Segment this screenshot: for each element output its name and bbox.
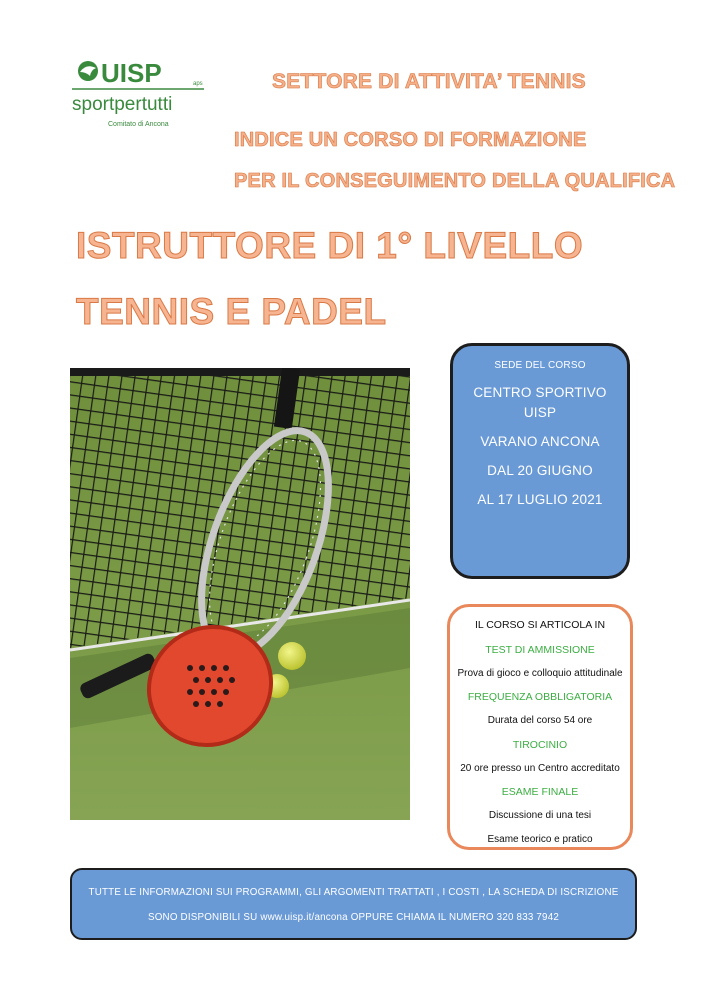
- course-item-desc: Discussione di una tesi: [488, 810, 592, 821]
- course-item-desc: Esame teorico e pratico: [487, 834, 593, 845]
- course-item-title: TEST DI AMMISSIONE: [485, 644, 595, 656]
- tennis-ball-1: [278, 642, 306, 670]
- tennis-padel-photo: [70, 368, 410, 820]
- venue-line: VARANO ANCONA: [480, 434, 600, 449]
- footer-line-2: SONO DISPONIBILI SU www.uisp.it/ancona OPPURE CHIAMA IL NUMERO 320 833 7942: [147, 912, 560, 923]
- venue-dates-line: DAL 20 GIUGNO: [487, 463, 593, 478]
- header-line-3: PER IL CONSEGUIMENTO DELLA QUALIFICA: [234, 170, 676, 192]
- uisp-logo-graphic: [70, 58, 210, 138]
- uisp-logo: [70, 58, 210, 138]
- title-line-2: TENNIS E PADEL: [76, 291, 387, 332]
- course-item-title: ESAME FINALE: [501, 786, 579, 798]
- venue-line: UISP: [523, 405, 557, 420]
- footer-line-1: TUTTE LE INFORMAZIONI SUI PROGRAMMI, GLI ARGOMENTI TRATTATI , I COSTI , LA SCHEDA DI ISCRIZIONE: [88, 887, 619, 898]
- logo-tagline: sportpertutti: [72, 94, 173, 115]
- logo-brand: UISP: [101, 58, 162, 88]
- course-item-title: FREQUENZA OBBLIGATORIA: [467, 691, 613, 703]
- venue-label: SEDE DEL CORSO: [494, 360, 586, 371]
- venue-dates-line: AL 17 LUGLIO 2021: [477, 492, 603, 507]
- logo-aps: aps: [193, 81, 203, 87]
- logo-committee: Comitato di Ancona: [108, 121, 169, 128]
- course-item-desc: Prova di gioco e colloquio attitudinale: [457, 668, 623, 679]
- course-item-title: TIROCINIO: [512, 739, 568, 751]
- photo-illustration: [70, 368, 410, 820]
- course-item-desc: Durata del corso 54 ore: [487, 715, 593, 726]
- header-line-1: SETTORE DI ATTIVITA’ TENNIS: [272, 70, 586, 93]
- course-heading: IL CORSO SI ARTICOLA IN: [474, 619, 606, 631]
- info-footer: [70, 868, 637, 940]
- venue-line: CENTRO SPORTIVO: [473, 385, 607, 400]
- course-structure-box: [447, 604, 633, 850]
- header-line-2: INDICE UN CORSO DI FORMAZIONE: [234, 129, 587, 151]
- course-item-desc: 20 ore presso un Centro accreditato: [460, 763, 620, 774]
- net-top-band: [70, 368, 410, 376]
- course-venue-box: [450, 343, 630, 579]
- title-line-1: ISTRUTTORE DI 1° LIVELLO: [76, 225, 584, 266]
